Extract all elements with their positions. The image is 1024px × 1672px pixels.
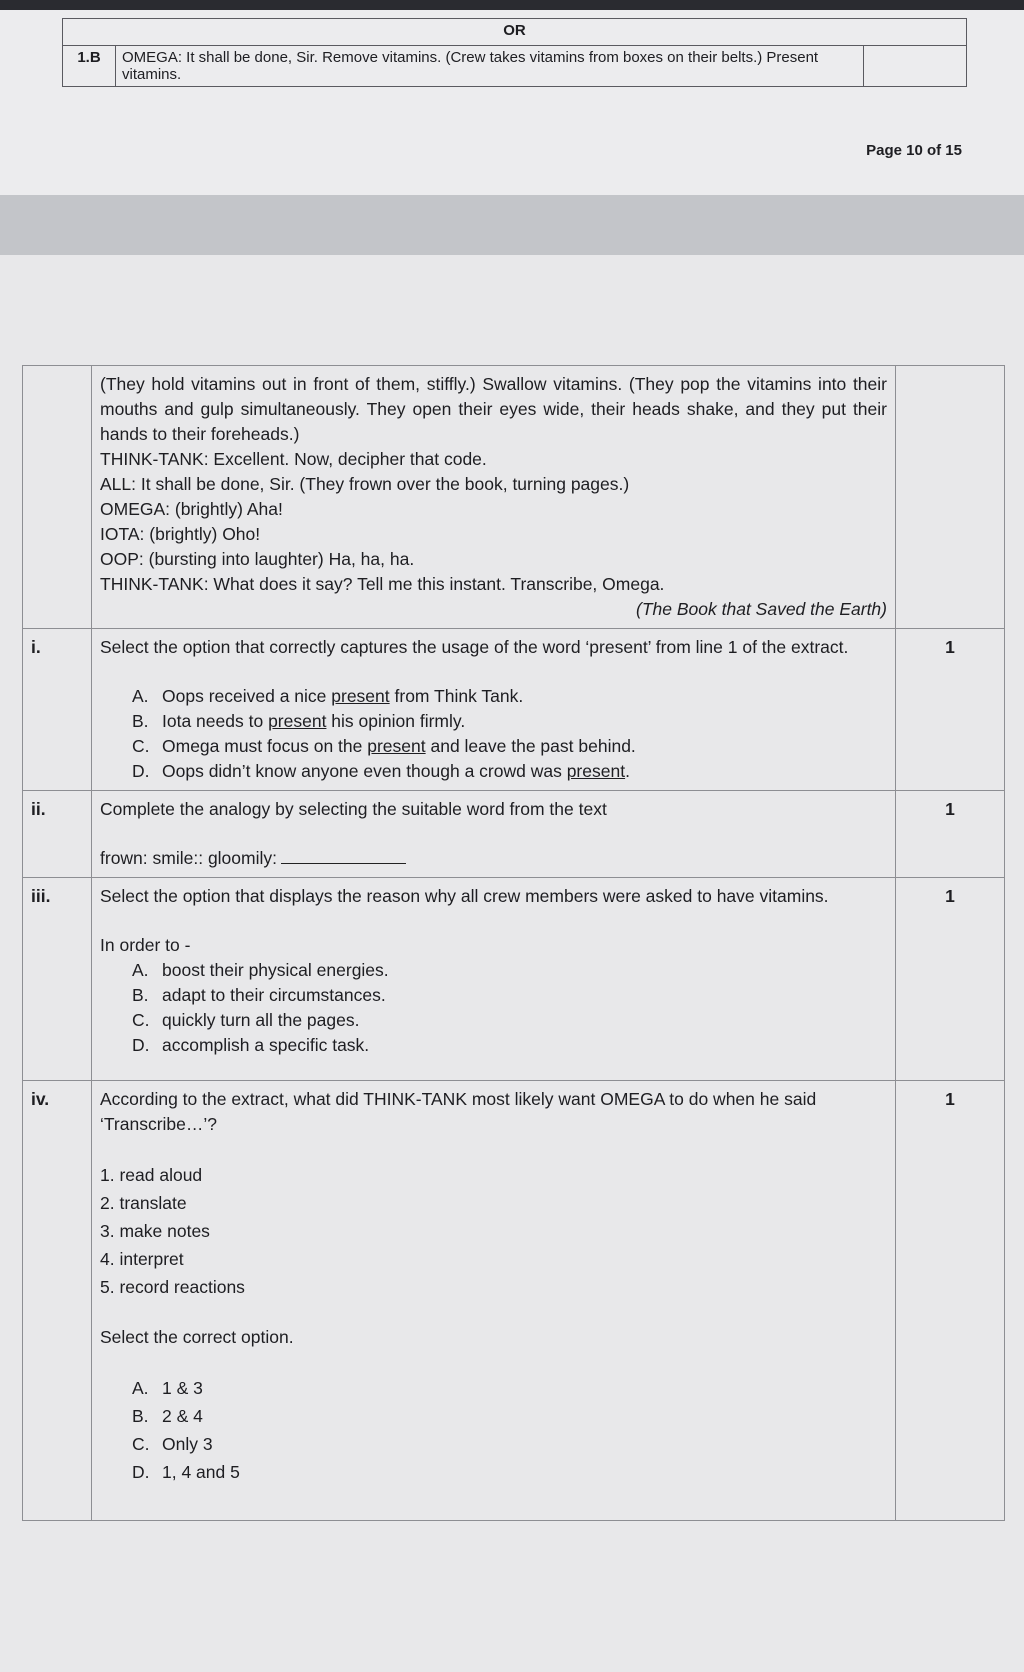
question-text: Select the option that displays the reason why all crew members were asked to have vitamins. [100, 886, 829, 906]
question-lead: In order to - [100, 935, 191, 955]
marks-cell [864, 46, 967, 87]
or-label: OR [63, 19, 967, 46]
question-text: According to the extract, what did THINK-TANK most likely want OMEGA to do when he said ‘Transcribe…’? [100, 1089, 817, 1134]
list-item: 1. read aloud [100, 1165, 203, 1185]
question-text: Complete the analogy by selecting the suitable word from the text [100, 799, 607, 819]
extract-line: (They hold vitamins out in front of them, stiffly.) Swallow vitamins. (They pop the vitamins into their mouths and gulp simultaneously. They open their eyes wide, their heads shake, and they put their hands to their foreheads.) [100, 374, 887, 444]
list-item: 3. make notes [100, 1221, 210, 1241]
marks-cell: 1 [896, 791, 1005, 878]
extract-line: ALL: It shall be done, Sir. (They frown over the book, turning pages.) [100, 474, 630, 494]
marks-cell: 1 [896, 1081, 1005, 1521]
option-item: A. 1 & 3 [132, 1378, 203, 1398]
extract-line: OMEGA: (brightly) Aha! [100, 499, 283, 519]
page-indicator: Page 10 of 15 [866, 142, 962, 159]
question-number: iv. [23, 1081, 92, 1521]
option-item: B. Iota needs to present his opinion firmly. [132, 711, 466, 731]
question-table [22, 365, 1005, 1521]
extract-line: IOTA: (brightly) Oho! [100, 524, 261, 544]
question-cell [92, 791, 896, 878]
option-item: D. Oops didn’t know anyone even though a crowd was present. [132, 761, 630, 781]
option-item: C. Only 3 [132, 1434, 213, 1454]
option-item: B. adapt to their circumstances. [132, 985, 386, 1005]
marks-cell: 1 [896, 878, 1005, 1081]
answer-blank[interactable] [281, 863, 406, 864]
analogy-line: frown: smile:: gloomily: [100, 846, 887, 871]
option-item: B. 2 & 4 [132, 1406, 203, 1426]
extract-cell [92, 366, 896, 629]
question-row [23, 878, 1005, 1081]
extract-row [23, 366, 1005, 629]
question-number: i. [23, 629, 92, 791]
question-text: OMEGA: It shall be done, Sir. Remove vitamins. (Crew takes vitamins from boxes on their belts.) Present vitamins. [116, 46, 864, 87]
option-item: C. quickly turn all the pages. [132, 1010, 360, 1030]
question-cell [92, 1081, 896, 1521]
extract-line: THINK-TANK: What does it say? Tell me this instant. Transcribe, Omega. [100, 574, 665, 594]
question-number: iii. [23, 878, 92, 1081]
page-gap [0, 195, 1024, 255]
option-item: D. accomplish a specific task. [132, 1035, 370, 1055]
question-number: 1.B [63, 46, 116, 87]
previous-page-fragment [0, 10, 1024, 195]
question-text: Select the option that correctly captures the usage of the word ‘present’ from line 1 of the extract. [100, 637, 849, 657]
question-row [23, 791, 1005, 878]
option-item: D. 1, 4 and 5 [132, 1462, 240, 1482]
option-item: C. Omega must focus on the present and leave the past behind. [132, 736, 636, 756]
photo-top-edge [0, 0, 1024, 10]
question-cell [92, 878, 896, 1081]
extract-line: OOP: (bursting into laughter) Ha, ha, ha. [100, 549, 415, 569]
question-cell [92, 629, 896, 791]
or-question-table [62, 18, 967, 87]
question-prompt: Select the correct option. [100, 1327, 294, 1347]
question-number: ii. [23, 791, 92, 878]
list-item: 5. record reactions [100, 1277, 245, 1297]
question-row [23, 1081, 1005, 1521]
extract-source: (The Book that Saved the Earth) [636, 599, 887, 619]
list-item: 2. translate [100, 1193, 187, 1213]
marks-cell: 1 [896, 629, 1005, 791]
list-item: 4. interpret [100, 1249, 184, 1269]
extract-line: THINK-TANK: Excellent. Now, decipher that code. [100, 449, 487, 469]
question-row [23, 629, 1005, 791]
option-item: A. Oops received a nice present from Think Tank. [132, 686, 524, 706]
option-item: A. boost their physical energies. [132, 960, 389, 980]
